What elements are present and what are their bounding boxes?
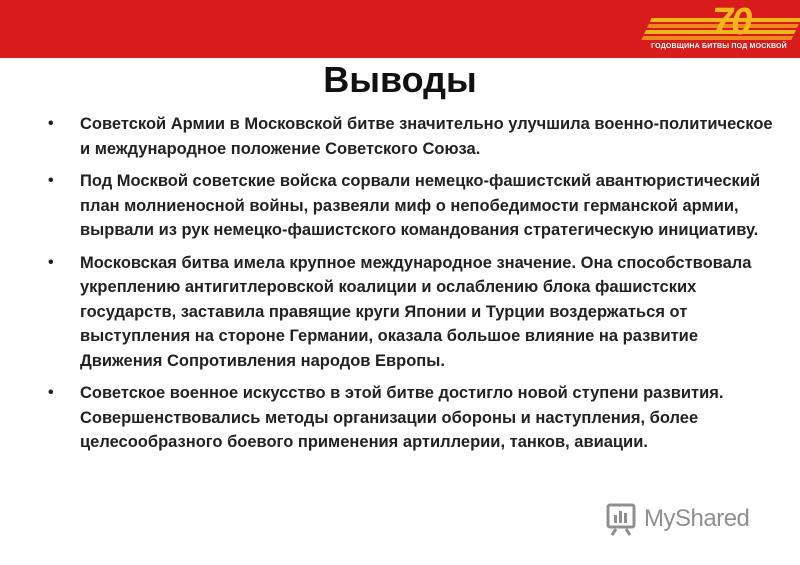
slide-title: Выводы	[323, 59, 477, 100]
bullet-text: Московская битва имела крупное международное значение. Она способствовала укреплению антигитлеровской коалиции и ослаблению блока фашистских государств, заставила правящие круги Японии и Турции воздержаться от выступления на стороне Германии, оказала большое влияние на развитие Движения Сопротивления народов Европы.	[80, 253, 752, 370]
bullet-text: Советское военное искусство в этой битве достигло новой ступени развития. Совершенствовались методы организации обороны и наступления, более целесообразного боевого применения артиллерии, танков, авиации.	[80, 384, 724, 451]
bullet-dot-icon: •	[48, 115, 54, 132]
bullet-item	[48, 381, 778, 455]
bullet-text: Советской Армии в Московской битве значительно улучшила военно-политическое и международное положение Советского Союза.	[80, 115, 773, 158]
bullet-dot-icon: •	[48, 253, 54, 271]
header-band	[0, 0, 800, 58]
anniversary-logo	[630, 0, 800, 58]
bullet-item	[48, 251, 778, 374]
myshared-watermark	[606, 500, 776, 540]
bullet-item	[48, 112, 778, 161]
bullet-dot-icon: •	[48, 384, 54, 401]
bullet-dot-icon: •	[48, 172, 54, 189]
logo-number: 70	[712, 1, 751, 43]
logo-caption: ГОДОВЩИНА БИТВЫ ПОД МОСКВОЙ	[651, 43, 787, 50]
bullet-list	[48, 112, 778, 463]
bullet-text: Под Москвой советские войска сорвали немецко-фашистский авантюристический план молниеносной войны, развеяли миф о непобедимости германской армии, вырвали из рук немецко-фашистского командования стратегическую инициативу.	[80, 172, 761, 239]
watermark-text: MyShared	[644, 505, 750, 532]
myshared-logo-icon	[606, 502, 638, 536]
bullet-item	[48, 169, 778, 243]
